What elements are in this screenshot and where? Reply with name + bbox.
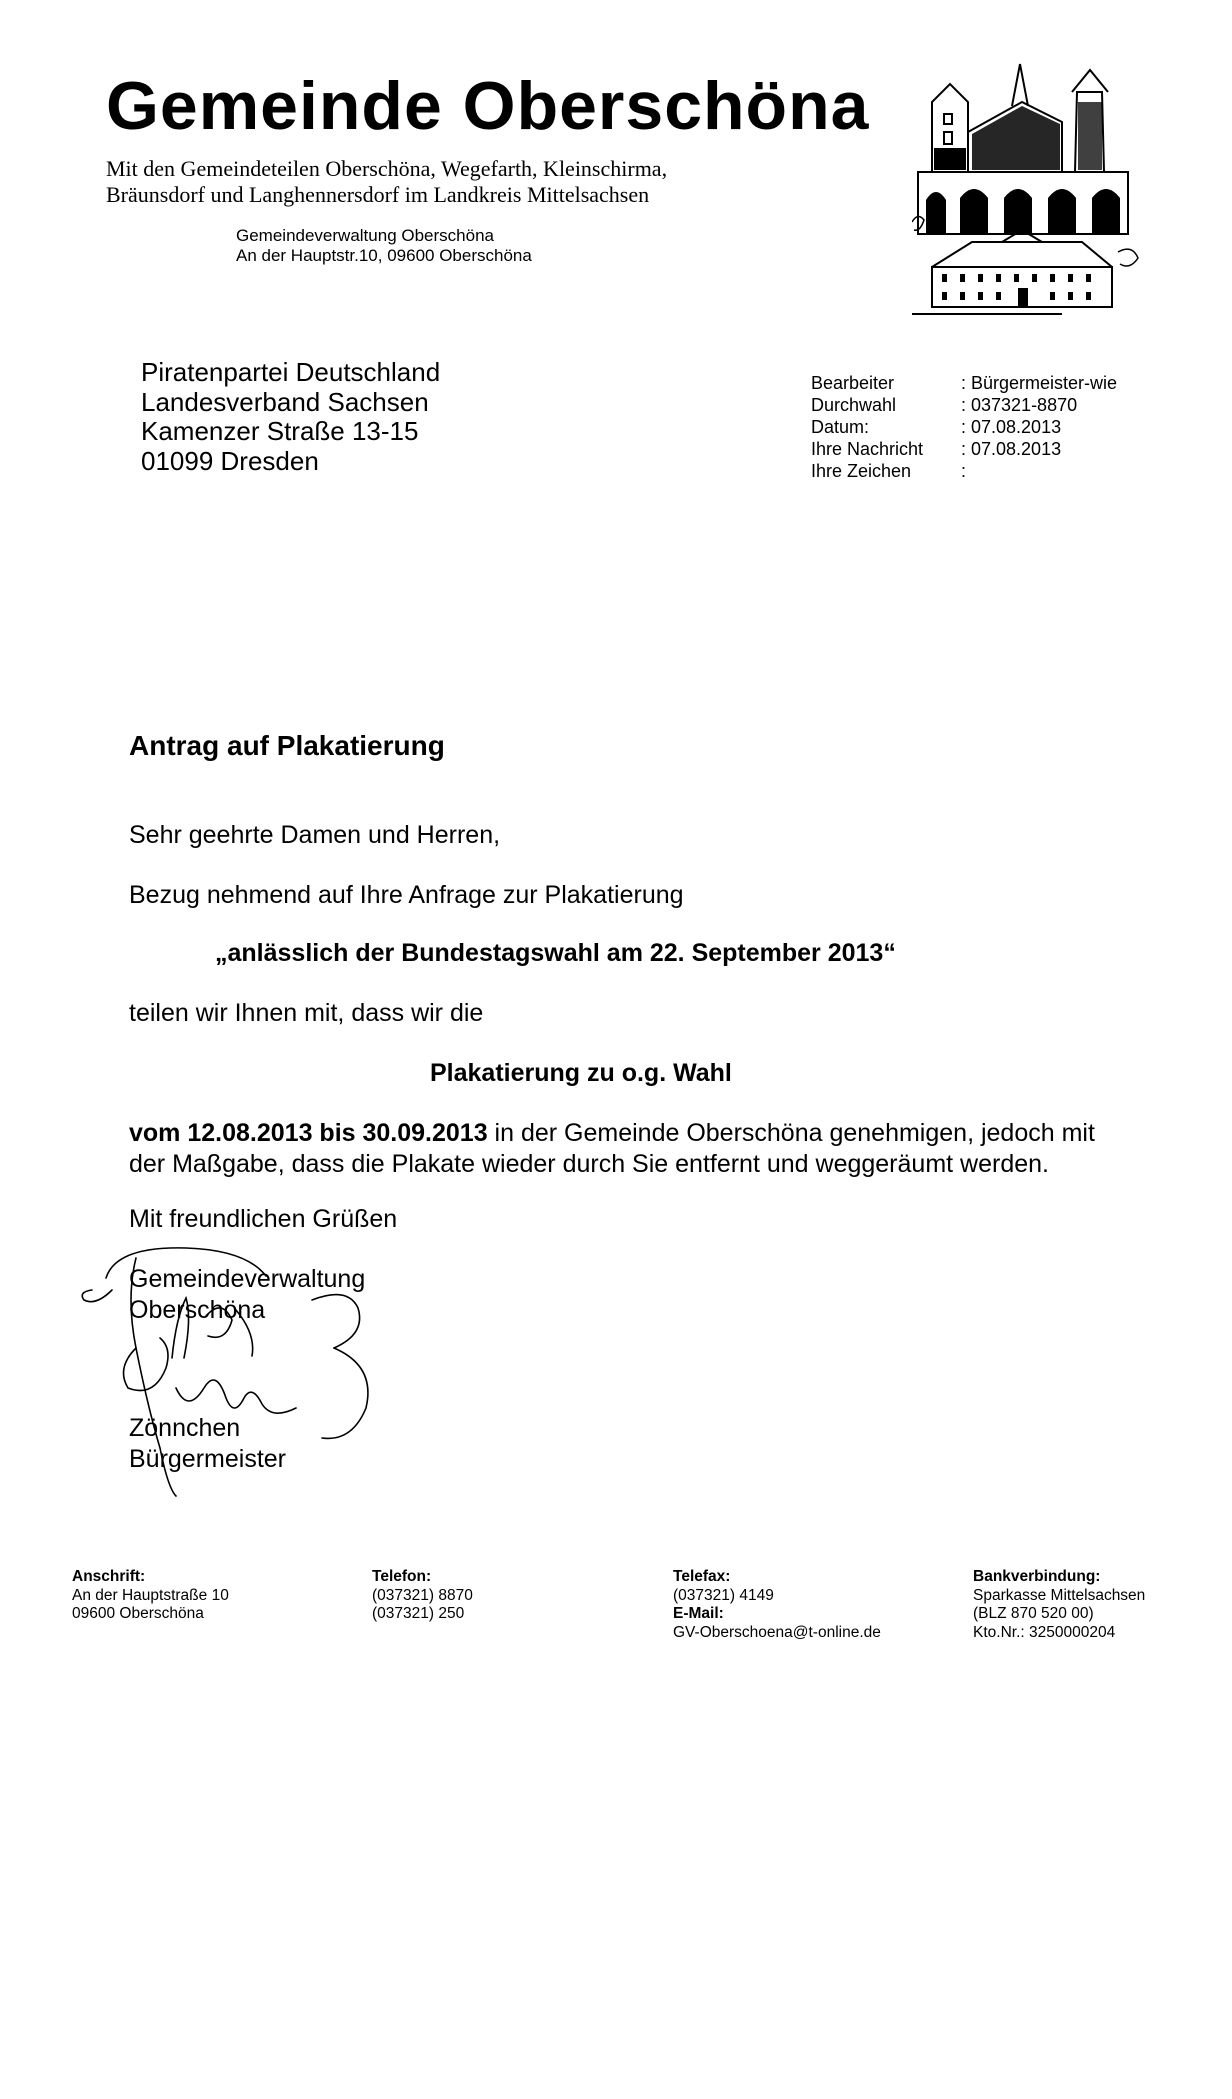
- reference-label: Bearbeiter: [811, 373, 895, 393]
- municipality-title: Gemeinde Oberschöna: [106, 68, 870, 144]
- reference-label: Ihre Zeichen: [811, 461, 912, 481]
- subtitle-line-2: Bräunsdorf und Langhennersdorf im Landkreis Mittelsachsen: [106, 182, 650, 207]
- reference-value: : 037321-8870: [961, 395, 1078, 415]
- footer-fax-email: [673, 1568, 881, 1642]
- footer-email-heading: E-Mail:: [673, 1605, 724, 1622]
- salutation: Sehr geehrte Damen und Herren,: [129, 821, 501, 849]
- administration-address: [236, 226, 532, 266]
- footer-bank-heading: Bankverbindung:: [973, 1568, 1101, 1585]
- footer-address-line: 09600 Oberschöna: [72, 1605, 204, 1622]
- reference-row: [811, 460, 1117, 482]
- letter-subject: Antrag auf Plakatierung: [129, 730, 445, 761]
- recipient-line: Kamenzer Straße 13-15: [141, 416, 419, 446]
- signatory-title: Bürgermeister: [129, 1445, 286, 1473]
- recipient-line: Landesverband Sachsen: [141, 386, 429, 417]
- footer-fax-heading: Telefax:: [673, 1568, 731, 1585]
- reference-row: [811, 438, 1117, 460]
- footer-address-line: An der Hauptstraße 10: [72, 1586, 229, 1604]
- recipient-line: Piratenpartei Deutschland: [141, 357, 441, 387]
- footer-address-heading: Anschrift:: [72, 1568, 146, 1585]
- approval-text: in der Gemeinde Oberschöna genehmigen, jedoch mit: [487, 1119, 1095, 1147]
- signatory-name: Zönnchen: [129, 1414, 241, 1442]
- sender-line-2: Oberschöna: [129, 1296, 266, 1324]
- footer-phone-line: (037321) 250: [372, 1605, 465, 1622]
- footer-email-address[interactable]: GV-Oberschoena@t-online.de: [673, 1623, 881, 1641]
- intro-text: Bezug nehmend auf Ihre Anfrage zur Plakatierung: [129, 881, 684, 909]
- reference-label: Datum:: [811, 417, 870, 437]
- occasion-text: „anlässlich der Bundestagswahl am 22. September 2013“: [215, 939, 896, 967]
- reference-block: [811, 372, 1117, 482]
- reference-value: : 07.08.2013: [961, 417, 1062, 437]
- recipient-address: [141, 358, 440, 476]
- admin-line-1: Gemeindeverwaltung Oberschöna: [236, 226, 494, 245]
- sender-line-1: Gemeindeverwaltung: [129, 1265, 366, 1293]
- footer-address: [72, 1568, 229, 1624]
- municipality-logo-illustration: [912, 62, 1140, 322]
- closing: Mit freundlichen Grüßen: [129, 1205, 398, 1233]
- footer-bank-line: Sparkasse Mittelsachsen: [973, 1586, 1146, 1604]
- subtitle-line-1: Mit den Gemeindeteilen Oberschöna, Wegefarth, Kleinschirma,: [106, 156, 668, 181]
- footer-phone-line: (037321) 8870: [372, 1586, 473, 1604]
- topic-text: Plakatierung zu o.g. Wahl: [430, 1059, 732, 1087]
- approval-line-1: [129, 1117, 1095, 1149]
- approval-period: vom 12.08.2013 bis 30.09.2013: [129, 1119, 488, 1147]
- reference-row: [811, 416, 1117, 438]
- footer-bank-line: (BLZ 870 520 00): [973, 1605, 1094, 1622]
- footer-phone: [372, 1568, 473, 1624]
- recipient-line: 01099 Dresden: [141, 445, 319, 476]
- approval-line-2: der Maßgabe, dass die Plakate wieder durch Sie entfernt und weggeräumt werden.: [129, 1150, 1049, 1178]
- reference-label: Durchwahl: [811, 395, 897, 415]
- reference-row: [811, 394, 1117, 416]
- footer-bank: [973, 1568, 1145, 1642]
- reference-label: Ihre Nachricht: [811, 439, 924, 459]
- reference-value: : Bürgermeister-wie: [961, 373, 1118, 393]
- statement-text: teilen wir Ihnen mit, dass wir die: [129, 999, 484, 1027]
- footer-fax-line: (037321) 4149: [673, 1586, 774, 1604]
- municipality-subtitle: [106, 156, 667, 208]
- footer-phone-heading: Telefon:: [372, 1568, 432, 1585]
- admin-line-2: An der Hauptstr.10, 09600 Oberschöna: [236, 246, 532, 265]
- reference-value: : 07.08.2013: [961, 439, 1062, 459]
- reference-value: :: [961, 461, 967, 481]
- reference-row: [811, 372, 1117, 394]
- footer-bank-line: Kto.Nr.: 3250000204: [973, 1623, 1116, 1641]
- handwritten-signature: [76, 1238, 396, 1518]
